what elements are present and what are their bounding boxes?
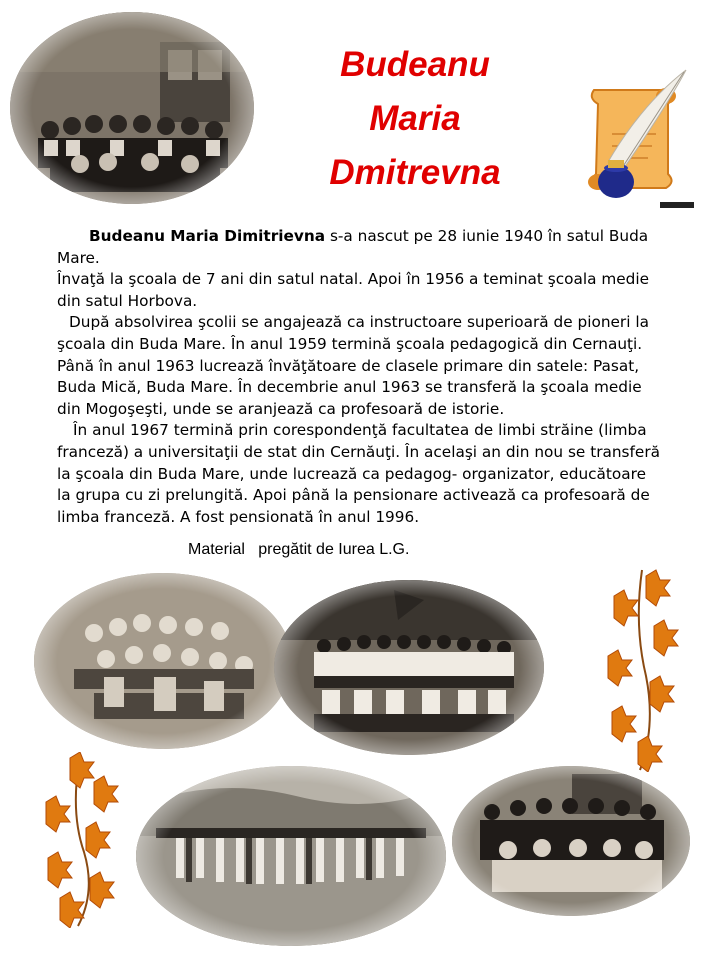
bio-paragraph-1 xyxy=(57,226,662,269)
title-line-3: Dmitrevna xyxy=(329,153,501,192)
title-line-2: Maria xyxy=(369,99,461,138)
photo-school-ceremony xyxy=(136,766,446,946)
autumn-leaves-icon xyxy=(594,566,690,772)
bio-paragraph-4: În anul 1967 termină prin corespondenţă facultatea de limbi străine (limba franceză) a universitaţii de stat din Cernăuţi. În acelaşi an din nou se transferă la şcoala din Buda Mare, unde lucrează ca pedagog- organizator, educătoare la grupa cu zi prelungită. Apoi până la pensionare activează ca profesoară de limba franceză. A fost pensionată în anul 1996. xyxy=(57,421,660,526)
scroll-quill-icon xyxy=(568,64,698,210)
photo-teachers-group xyxy=(452,766,690,916)
bio-paragraph-3: După absolvirea şcolii se angajează ca instructoare superioară de pioneri la şcoala din Buda Mare. În anul 1959 termină şcoala pedagogică din Cernauţi. Până în anul 1963 lucrează învăţătoare de clasele primare din satele: Pasat, Buda Mică, Buda Mare. În decembrie anul 1963 se transferă la şcoala medie din Mogoşeşti, unde se aranjează ca profesoară de istorie. xyxy=(57,313,649,418)
photo-group-outdoor xyxy=(34,573,292,749)
photo-group-top xyxy=(10,12,254,204)
autumn-leaves-icon xyxy=(40,752,128,928)
photo-pioneers xyxy=(274,580,544,755)
credit-line: Material pregătit de Iurea L.G. xyxy=(188,541,410,558)
title-line-1: Budeanu xyxy=(340,45,490,84)
bio-birth: s-a nascut pe 28 iunie 1940 în satul Buda Mare. xyxy=(57,227,649,267)
biography-text xyxy=(57,226,662,528)
bio-paragraph-2: Învaţă la şcoala de 7 ani din satul natal. Apoi în 1956 a teminat şcoala medie din satul Horbova. xyxy=(57,270,650,310)
page-title xyxy=(300,38,530,200)
bio-name: Budeanu Maria Dimitrievna xyxy=(89,227,326,245)
